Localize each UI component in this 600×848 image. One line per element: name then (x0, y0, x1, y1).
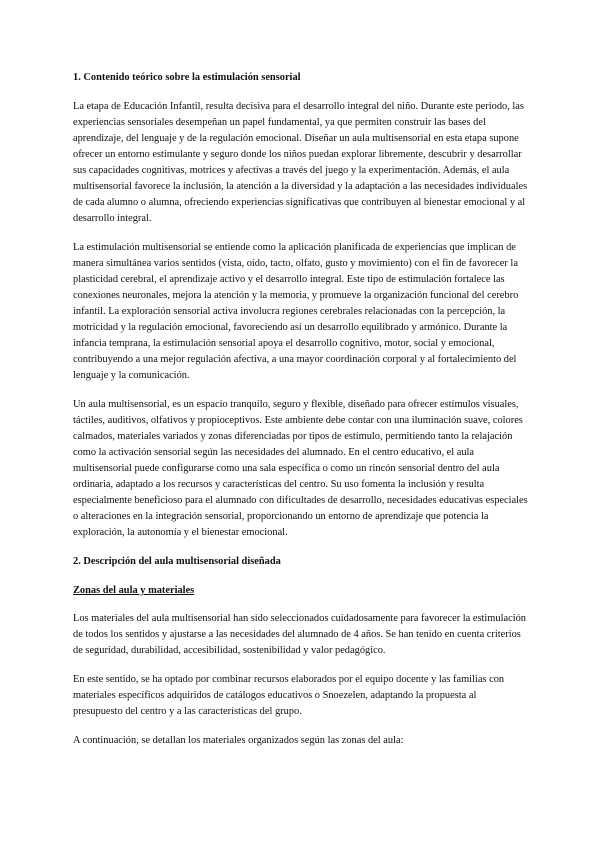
section-1-paragraph-3: Un aula multisensorial, es un espacio tranquilo, seguro y flexible, diseñado para ofrecer estímulos visuales, táctiles, auditivos, olfativos y propioceptivos. Este ambiente debe contar con una iluminación suave, colores calmados, materiales variados y zonas diferenciadas por tipos de estímulo, permitiendo tanto la relajación como la activación sensorial según las necesidades del alumnado. En el centro educativo, el aula multisensorial puede configurarse como una sala específica o como un rincón sensorial dentro del aula ordinaria, adaptado a los recursos y características del centro. Su uso fomenta la inclusión y resulta especialmente beneficioso para el alumnado con dificultades de desarrollo, necesidades educativas especiales o alteraciones en la integración sensorial, proporcionando un entorno de aprendizaje que potencia la exploración, la autonomía y el bienestar emocional. (73, 399, 528, 538)
section-2-paragraph-1: Los materiales del aula multisensorial han sido seleccionados cuidadosamente para favorecer la estimulación de todos los sentidos y ajustarse a las necesidades del alumnado de 4 años. Se han tenido en cuenta criterios de seguridad, durabilidad, accesibilidad, sostenibilidad y valor pedagógico. (73, 613, 526, 656)
section-1-paragraph-1: La etapa de Educación Infantil, resulta decisiva para el desarrollo integral del niño. Durante este periodo, las experiencias sensoriales desempeñan un papel fundamental, ya que permiten construir las bases del aprendizaje, del lenguaje y de la regulación emocional. Diseñar un aula multisensorial en esta etapa supone ofrecer un entorno estimulante y seguro donde los niños puedan explorar libremente, descubrir y desarrollar sus capacidades cognitivas, motrices y afectivas a través del juego y la experimentación. Además, el aula multisensorial favorece la inclusión, la atención a la diversidad y la adaptación a las necesidades individuales de cada alumno o alumna, ofreciendo experiencias significativas que contribuyen al bienestar emocional y al desarrollo integral. (73, 101, 528, 224)
section-1-heading: 1. Contenido teórico sobre la estimulación sensorial (73, 72, 301, 83)
section-2-paragraph-3: A continuación, se detallan los materiales organizados según las zonas del aula: (73, 735, 404, 746)
section-2-subheading: Zonas del aula y materiales (73, 585, 195, 596)
section-1-paragraph-2: La estimulación multisensorial se entiende como la aplicación planificada de experiencias que implican de manera simultánea varios sentidos (vista, oído, tacto, olfato, gusto y movimiento) con el fin de favorecer la plasticidad cerebral, el aprendizaje activo y el desarrollo integral. Este tipo de estimulación fortalece las conexiones neuronales, mejora la atención y la memoria, y promueve la organización funcional del cerebro infantil. La exploración sensorial activa involucra regiones cerebrales relacionadas con la percepción, la motricidad y la regulación emocional, favoreciendo así un desarrollo equilibrado y armónico. Durante la infancia temprana, la estimulación sensorial apoya el desarrollo cognitivo, motor, social y emocional, contribuyendo a una mejor regulación afectiva, a una mayor coordinación corporal y al fortalecimiento del lenguaje y la comunicación. (73, 242, 519, 381)
document-body (73, 70, 528, 762)
section-2-heading: 2. Descripción del aula multisensorial diseñada (73, 556, 281, 567)
section-2-paragraph-2: En este sentido, se ha optado por combinar recursos elaborados por el equipo docente y las familias con materiales específicos adquiridos de catálogos educativos o Snoezelen, adaptando la propuesta al presupuesto del centro y a las características del grupo. (73, 674, 505, 717)
